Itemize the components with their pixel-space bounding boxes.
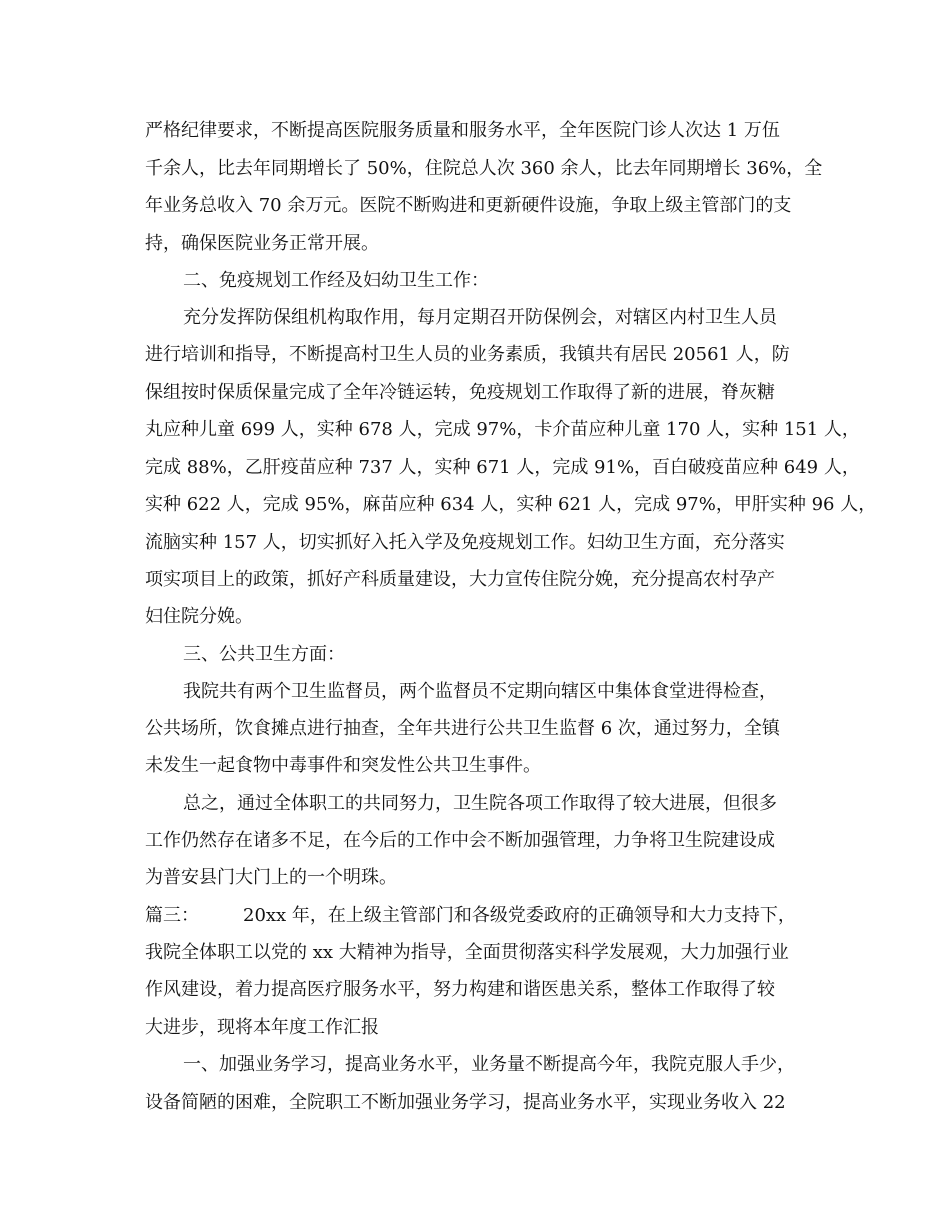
- paragraph-line: 总之，通过全体职工的共同努力，卫生院各项工作取得了较大进展，但很多: [183, 793, 777, 814]
- paragraph-line: 妇住院分娩。: [145, 606, 253, 627]
- article-intro: 20xx 年，在上级主管部门和各级党委政府的正确领导和大力支持下，: [243, 905, 796, 926]
- paragraph-line: 工作仍然存在诸多不足，在今后的工作中会不断加强管理，力争将卫生院建设成: [145, 830, 775, 851]
- paragraph-line: 设备简陋的困难，全院职工不断加强业务学习，提高业务水平，实现业务收入 22: [145, 1092, 786, 1113]
- paragraph-line: 千余人，比去年同期增长了 50%，住院总人次 360 余人，比去年同期增长 36%，全: [145, 158, 823, 179]
- paragraph-line: 大进步，现将本年度工作汇报: [145, 1017, 379, 1038]
- paragraph-line: 完成 88%，乙肝疫苗应种 737 人，实种 671 人，完成 91%，百白破疫苗应种 649 人，: [145, 457, 860, 478]
- article-heading-line: [145, 904, 835, 928]
- paragraph-line: 进行培训和指导，不断提高村卫生人员的业务素质，我镇共有居民 20561 人，防: [145, 344, 790, 365]
- paragraph-line: 为普安县门大门上的一个明珠。: [145, 867, 397, 888]
- article-label: 篇三：: [145, 905, 199, 926]
- paragraph-line: 严格纪律要求，不断提高医院服务质量和服务水平，全年医院门诊人次达 1 万伍: [145, 120, 780, 141]
- paragraph-line: 公共场所，饮食摊点进行抽查，全年共进行公共卫生监督 6 次，通过努力，全镇: [145, 718, 780, 739]
- paragraph-line: 作风建设，着力提高医疗服务水平，努力构建和谐医患关系，整体工作取得了较: [145, 979, 775, 1000]
- paragraph-line: 未发生一起食物中毒事件和突发性公共卫生事件。: [145, 755, 541, 776]
- paragraph-line: 持，确保医院业务正常开展。: [145, 233, 379, 254]
- paragraph-line: 丸应种儿童 699 人，实种 678 人，完成 97%，卡介苗应种儿童 170 人，实种 151 人，: [145, 419, 860, 440]
- paragraph-line: 年业务总收入 70 余万元。医院不断购进和更新硬件设施，争取上级主管部门的支: [145, 195, 792, 216]
- paragraph-line: 实种 622 人，完成 95%，麻苗应种 634 人，实种 621 人，完成 97%，甲肝实种 96 人，: [145, 494, 877, 515]
- paragraph-line: 一、加强业务学习，提高业务水平，业务量不断提高今年，我院克服人手少，: [183, 1054, 795, 1075]
- paragraph-line: 充分发挥防保组机构取作用，每月定期召开防保例会，对辖区内村卫生人员: [183, 307, 777, 328]
- paragraph-line: 流脑实种 157 人，切实抓好入托入学及免疫规划工作。妇幼卫生方面，充分落实: [145, 532, 785, 553]
- paragraph-line: 我院全体职工以党的 xx 大精神为指导，全面贯彻落实科学发展观，大力加强行业: [145, 942, 789, 963]
- paragraph-line: 项实项目上的政策，抓好产科质量建设，大力宣传住院分娩，充分提高农村孕产: [145, 569, 775, 590]
- paragraph-line: 保组按时保质保量完成了全年冷链运转，免疫规划工作取得了新的进展，脊灰糖: [145, 382, 775, 403]
- section-heading: 三、公共卫生方面：: [183, 644, 345, 665]
- section-heading: 二、免疫规划工作经及妇幼卫生工作：: [183, 270, 489, 291]
- paragraph-line: 我院共有两个卫生监督员，两个监督员不定期向辖区中集体食堂进得检查，: [183, 681, 777, 702]
